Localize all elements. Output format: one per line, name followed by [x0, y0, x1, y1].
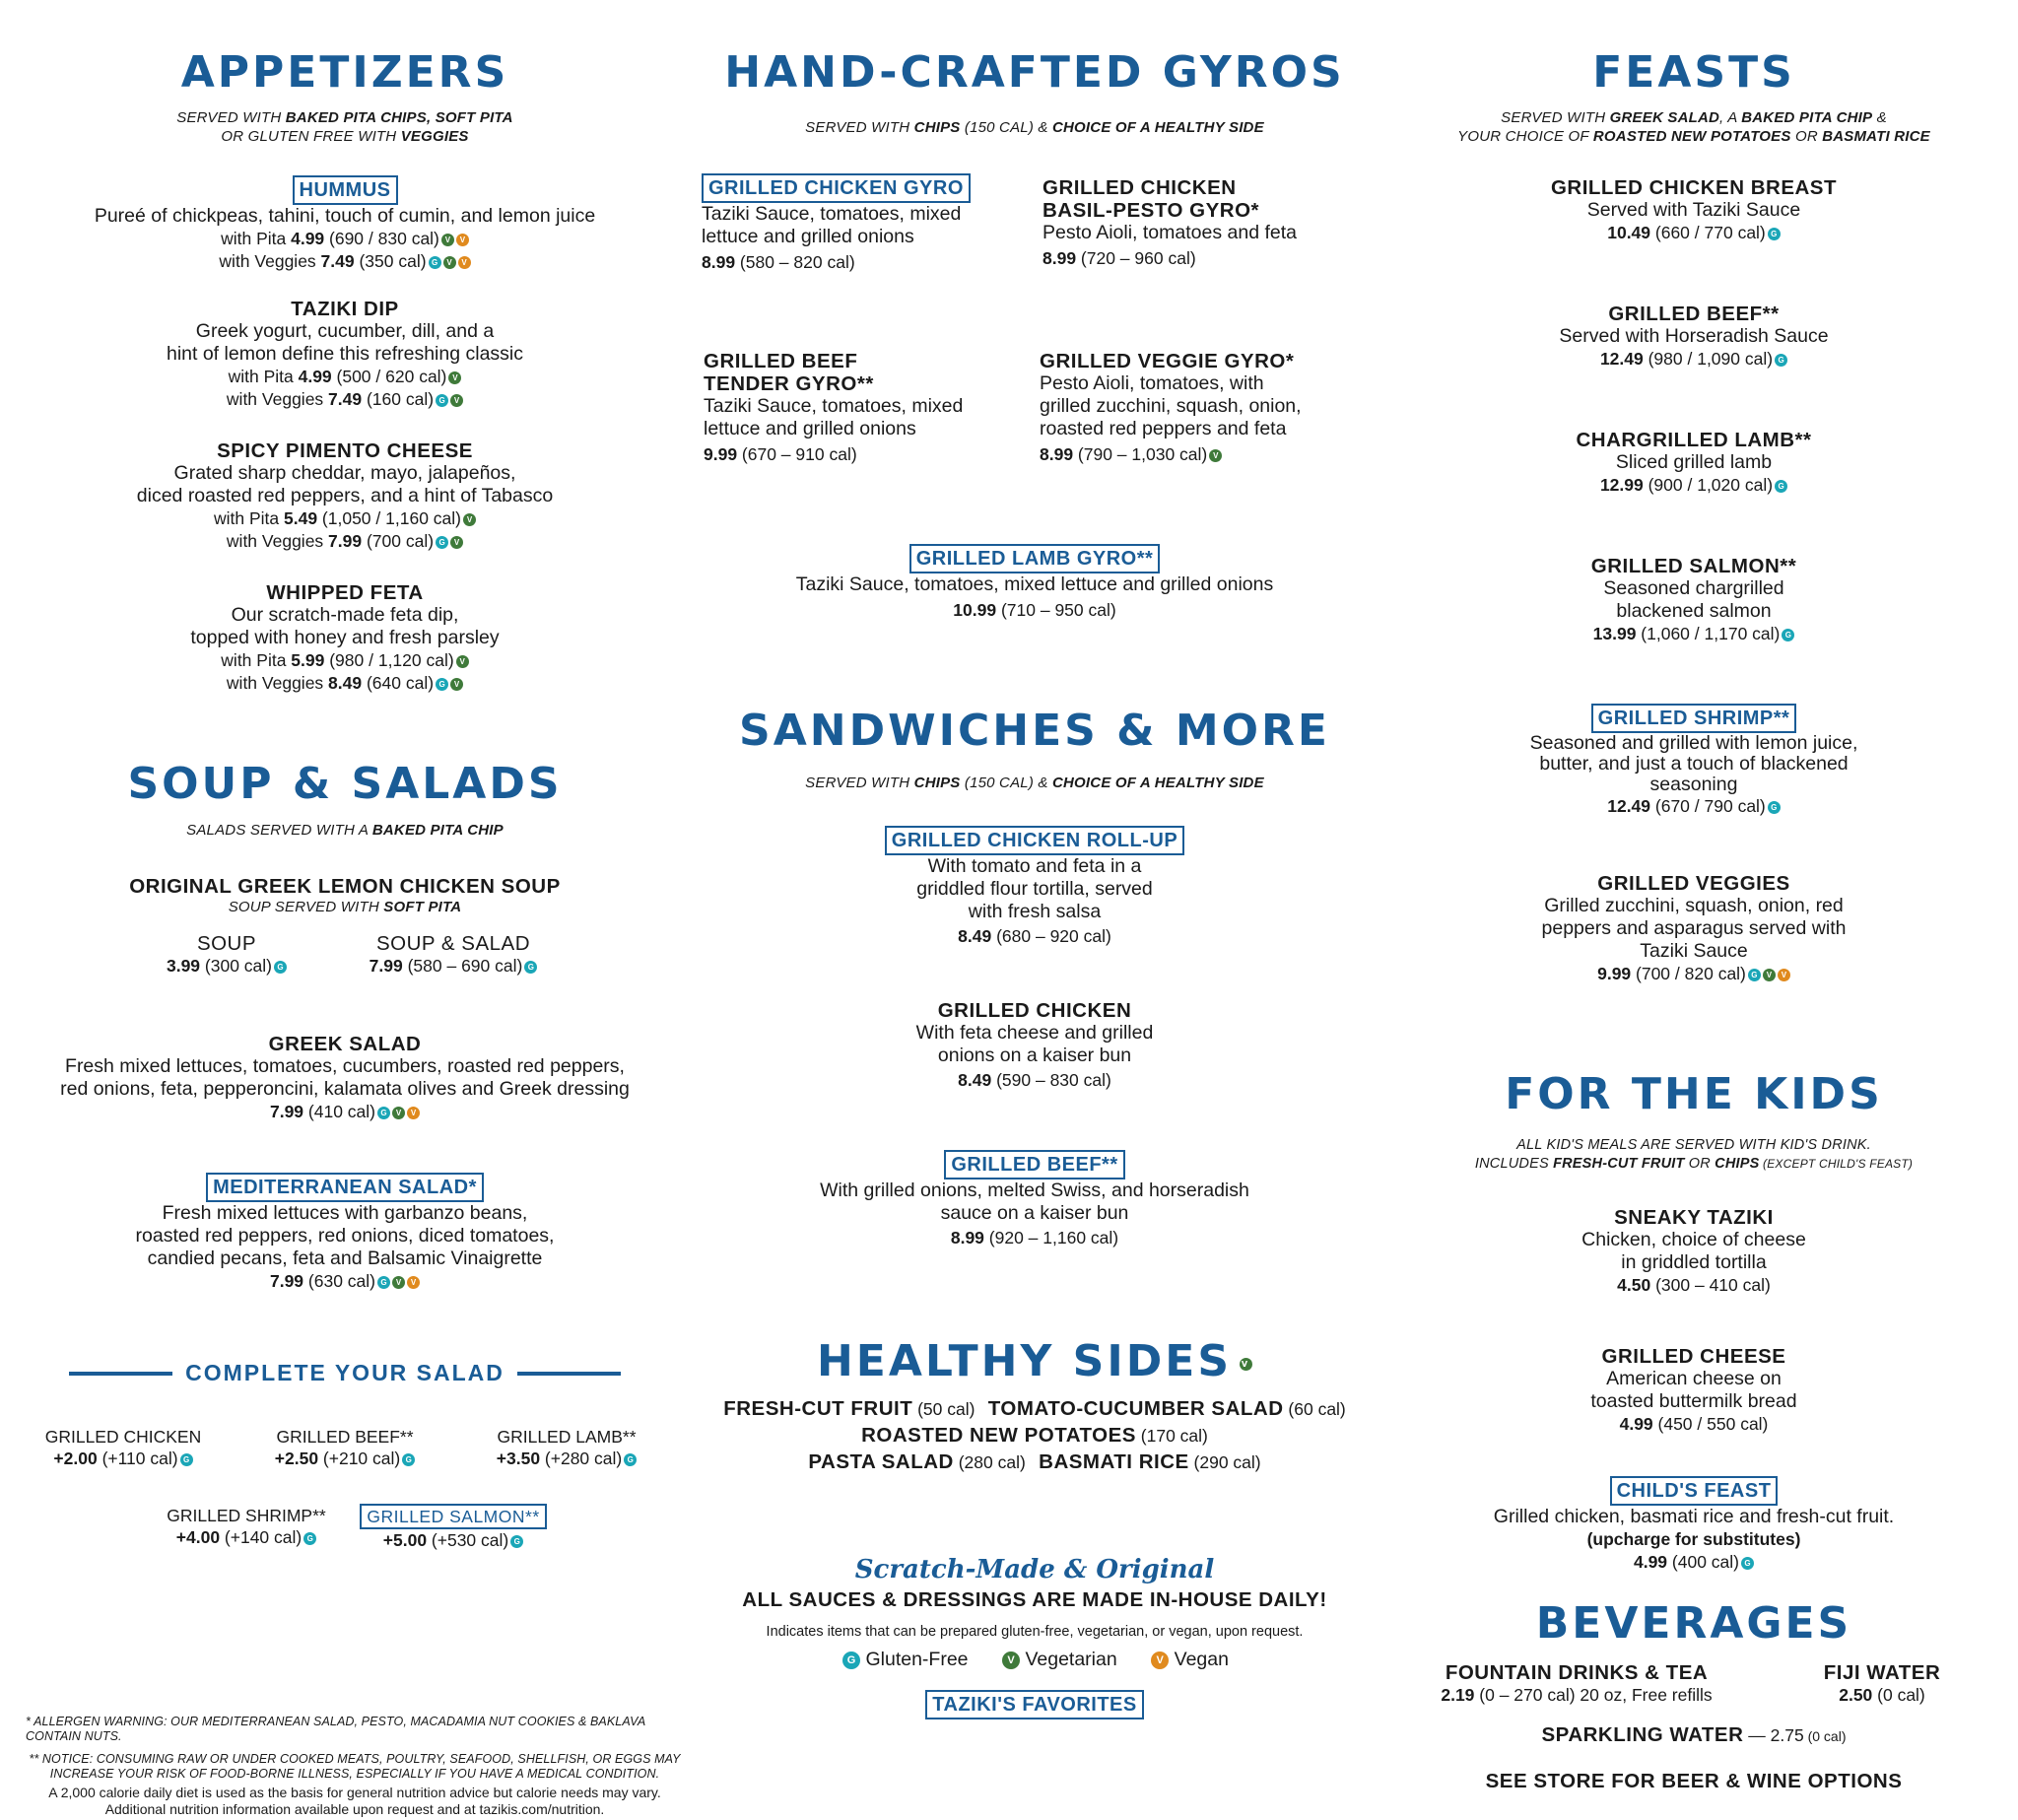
vegetarian-icon: V: [443, 256, 456, 269]
vegetarian-icon: V: [392, 1107, 405, 1119]
gluten-free-icon: G: [436, 678, 448, 691]
addon-grilled-salmon: GRILLED SALMON** +5.00 (+530 cal) G: [355, 1504, 552, 1552]
vegan-icon: V: [1151, 1651, 1169, 1669]
soup-salads-subheading: SALADS SERVED WITH A BAKED PITA CHIP: [186, 822, 504, 839]
menu-item-grilled-chicken-gyro: GRILLED CHICKEN GYRO Taziki Sauce, tomatoes, mixed lettuce and grilled onions 8.99 (580 – 820 cal): [702, 173, 1017, 274]
vegetarian-icon: V: [1002, 1651, 1020, 1669]
feasts-heading: FEASTS: [1592, 47, 1795, 98]
gluten-free-icon: G: [377, 1107, 390, 1119]
healthy-sides-list: FRESH-CUT FRUIT (50 cal) TOMATO-CUCUMBER SALAD (60 cal) ROASTED NEW POTATOES (170 cal) PASTA SALAD (280 cal) BASMATI RICE (290 cal): [723, 1397, 1346, 1473]
beverage-sparkling: SPARKLING WATER — 2.75 (0 cal): [1541, 1723, 1847, 1746]
gluten-free-icon: G: [510, 1535, 523, 1548]
gluten-free-icon: G: [1748, 969, 1761, 981]
favorites-legend: TAZIKI'S FAVORITES: [690, 1690, 1379, 1719]
left-column: [0, 0, 690, 1820]
gluten-free-icon: G: [1768, 801, 1781, 814]
appetizers-heading: APPETIZERS: [180, 47, 509, 98]
vegan-icon: V: [1778, 969, 1790, 981]
menu-item-chicken-roll-up: GRILLED CHICKEN ROLL-UP With tomato and feta in a griddled flour tortilla, served with fresh salsa 8.49 (680 – 920 cal): [690, 826, 1379, 948]
menu-item-hummus: HUMMUS Pureé of chickpeas, tahini, touch of cumin, and lemon juice with Pita 4.99 (690 / 830 cal) V V with Veggies 7.49 (350 cal) G V V: [0, 175, 690, 273]
item-name: HUMMUS: [293, 175, 398, 205]
menu-item-grilled-cheese: GRILLED CHEESE American cheese on toasted buttermilk bread 4.99 (450 / 550 cal): [1590, 1345, 1797, 1434]
vegan-icon: V: [458, 256, 471, 269]
menu-item-taziki-dip: TAZIKI DIP Greek yogurt, cucumber, dill, and a hint of lemon define this refreshing classic with Pita 4.99 (500 / 620 cal) V with Veggies 7.49 (160 cal) G V: [166, 298, 524, 409]
vegetarian-icon: V: [441, 234, 454, 246]
soup-salads-heading: SOUP & SALADS: [127, 759, 563, 809]
gluten-free-icon: G: [274, 961, 287, 974]
vegan-icon: V: [407, 1107, 420, 1119]
menu-item-grilled-beef-feast: GRILLED BEEF** Served with Horseradish Sauce 12.49 (980 / 1,090 cal) G: [1559, 303, 1829, 369]
gluten-free-icon: G: [303, 1532, 316, 1545]
gluten-free-icon: G: [429, 256, 441, 269]
beverages-heading: BEVERAGES: [1535, 1598, 1852, 1649]
sandwiches-subheading: SERVED WITH CHIPS (150 CAL) & CHOICE OF A HEALTHY SIDE: [805, 775, 1264, 791]
right-column: [1370, 0, 2018, 1820]
appetizers-subheading: SERVED WITH BAKED PITA CHIPS, SOFT PITA OR GLUTEN FREE WITH VEGGIES: [176, 109, 513, 145]
menu-item-grilled-veggies: GRILLED VEGGIES Grilled zucchini, squash, onion, red peppers and asparagus served with Taziki Sauce 9.99 (700 / 820 cal) G V V: [1541, 872, 1847, 983]
beer-wine-note: SEE STORE FOR BEER & WINE OPTIONS: [1485, 1770, 1903, 1792]
menu-item-whipped-feta: WHIPPED FETA Our scratch-made feta dip, topped with honey and fresh parsley with Pita 5.99 (980 / 1,120 cal) V with Veggies 8.49 (640 cal) G V: [190, 581, 500, 693]
feasts-subheading: SERVED WITH GREEK SALAD, A BAKED PITA CHIP & YOUR CHOICE OF ROASTED NEW POTATOES OR BASMATI RICE: [1457, 109, 1930, 145]
gluten-free-icon: G: [402, 1453, 415, 1466]
gluten-free-icon: G: [524, 961, 537, 974]
menu-item-grilled-chicken-sandwich: GRILLED CHICKEN With feta cheese and grilled onions on a kaiser bun 8.49 (590 – 830 cal): [915, 999, 1154, 1090]
menu-item-sneaky-taziki: SNEAKY TAZIKI Chicken, choice of cheese in griddled tortilla 4.50 (300 – 410 cal): [1581, 1206, 1806, 1295]
vegetarian-icon: V: [392, 1276, 405, 1289]
gluten-free-icon: G: [1775, 480, 1787, 493]
menu-item-beef-tender-gyro: GRILLED BEEF TENDER GYRO** Taziki Sauce, tomatoes, mixed lettuce and grilled onions 9.99 (670 – 910 cal): [704, 350, 964, 464]
scratch-made-tagline: Scratch-Made & Original: [854, 1555, 1215, 1584]
menu-item-chargrilled-lamb: CHARGRILLED LAMB** Sliced grilled lamb 12.99 (900 / 1,020 cal) G: [1576, 429, 1812, 495]
vegetarian-icon: V: [1241, 1359, 1251, 1369]
menu-item-grilled-beef-sandwich: GRILLED BEEF** With grilled onions, melted Swiss, and horseradish sauce on a kaiser bun 8.99 (920 – 1,160 cal): [690, 1150, 1379, 1249]
gluten-free-icon: G: [1782, 629, 1794, 641]
vegetarian-icon: V: [1209, 449, 1222, 462]
footnotes: * ALLERGEN WARNING: OUR MEDITERRANEAN SALAD, PESTO, MACADAMIA NUT COOKIES & BAKLAVA CONTAIN NUTS. ** NOTICE: CONSUMING RAW OR UNDER COOKED MEATS, POULTRY, SEAFOOD, SHELLFISH, OR EGGS MAY INCREASE YOUR RISK OF FOOD-BORNE ILLNESS, ESPECIALLY IF YOU HAVE A MEDICAL CONDITION. A 2,000 calorie daily diet is used as the basis for general nutrition advice but calorie needs may vary. Additional nutrition information available upon request and at tazikis.com/nutrition.: [26, 1715, 681, 1817]
gluten-free-icon: G: [842, 1651, 860, 1669]
menu-item-basil-pesto-gyro: GRILLED CHICKEN BASIL-PESTO GYRO* Pesto Aioli, tomatoes and feta 8.99 (720 – 960 cal): [1043, 176, 1297, 268]
vegetarian-icon: V: [456, 655, 469, 668]
middle-column: [690, 0, 1379, 1820]
vegetarian-icon: V: [463, 513, 476, 526]
sauces-made-in-house: ALL SAUCES & DRESSINGS ARE MADE IN-HOUSE DAILY!: [742, 1588, 1327, 1611]
gluten-free-icon: G: [180, 1453, 193, 1466]
gyros-heading: HAND-CRAFTED GYROS: [724, 47, 1345, 98]
menu-item-spicy-pimento-cheese: SPICY PIMENTO CHEESE Grated sharp cheddar, mayo, jalapeños, diced roasted red peppers, and a hint of Tabasco with Pita 5.49 (1,050 / 1,160 cal) V with Veggies 7.99 (700 cal) G V: [136, 439, 554, 551]
addon-grilled-lamb: GRILLED LAMB** +3.50 (+280 cal) G: [496, 1427, 637, 1468]
menu-item-grilled-chicken-breast: GRILLED CHICKEN BREAST Served with Taziki Sauce 10.49 (660 / 770 cal) G: [1550, 176, 1838, 242]
vegetarian-icon: V: [448, 371, 461, 384]
vegetarian-icon: V: [1763, 969, 1776, 981]
menu-item-grilled-shrimp: GRILLED SHRIMP** Seasoned and grilled with lemon juice, butter, and just a touch of blackened seasoning 12.49 (670 / 790 cal) G: [1370, 704, 2018, 818]
menu-item-mediterranean-salad: MEDITERRANEAN SALAD* Fresh mixed lettuces with garbanzo beans, roasted red peppers, red onions, diced tomatoes, candied pecans, feta and Balsamic Vinaigrette 7.99 (630 cal) G V V: [0, 1173, 690, 1293]
vegetarian-icon: V: [450, 394, 463, 407]
dietary-legend: G Gluten-Free V Vegetarian V Vegan: [690, 1649, 1379, 1671]
dietary-legend-note: Indicates items that can be prepared gluten-free, vegetarian, or vegan, upon request.: [766, 1624, 1304, 1640]
sandwiches-heading: SANDWICHES & MORE: [739, 706, 1330, 756]
addon-grilled-chicken: GRILLED CHICKEN +2.00 (+110 cal) G: [44, 1427, 202, 1468]
vegan-icon: V: [407, 1276, 420, 1289]
menu-item-lemon-chicken-soup: ORIGINAL GREEK LEMON CHICKEN SOUP SOUP SERVED WITH SOFT PITA: [129, 875, 561, 915]
complete-your-salad-heading: COMPLETE YOUR SALAD: [185, 1360, 504, 1385]
vegetarian-icon: V: [450, 536, 463, 549]
vegetarian-icon: V: [450, 678, 463, 691]
beverage-fountain: FOUNTAIN DRINKS & TEA 2.19 (0 – 270 cal) 20 oz, Free refills: [1441, 1661, 1713, 1705]
addon-grilled-beef: GRILLED BEEF** +2.50 (+210 cal) G: [274, 1427, 414, 1468]
soup-salad-option: SOUP & SALAD 7.99 (580 – 690 cal) G: [340, 932, 567, 977]
menu-item-grilled-lamb-gyro: GRILLED LAMB GYRO** Taziki Sauce, tomatoes, mixed lettuce and grilled onions 10.99 (710 – 950 cal): [690, 544, 1379, 622]
gluten-free-icon: G: [436, 536, 448, 549]
addon-grilled-shrimp: GRILLED SHRIMP** +4.00 (+140 cal) G: [167, 1506, 326, 1547]
menu-item-childs-feast: CHILD'S FEAST Grilled chicken, basmati rice and fresh-cut fruit. (upcharge for substitutes) 4.99 (400 cal) G: [1370, 1476, 2018, 1574]
item-name: MEDITERRANEAN SALAD*: [206, 1173, 484, 1202]
kids-subheading: ALL KID'S MEALS ARE SERVED WITH KID'S DRINK. INCLUDES FRESH-CUT FRUIT OR CHIPS (EXCEPT CHILD'S FEAST): [1474, 1137, 1914, 1172]
menu-item-veggie-gyro: GRILLED VEGGIE GYRO* Pesto Aioli, tomatoes, with grilled zucchini, squash, onion, roasted red peppers and feta 8.99 (790 – 1,030 cal) V: [1040, 350, 1302, 464]
gluten-free-icon: G: [377, 1276, 390, 1289]
beverage-fiji: FIJI WATER 2.50 (0 cal): [1823, 1661, 1941, 1705]
vegan-icon: V: [456, 234, 469, 246]
kids-heading: FOR THE KIDS: [1505, 1069, 1883, 1119]
gluten-free-icon: G: [624, 1453, 637, 1466]
gluten-free-icon: G: [1741, 1557, 1754, 1570]
menu-item-greek-salad: GREEK SALAD Fresh mixed lettuces, tomatoes, cucumbers, roasted red peppers, red onions, feta, pepperoncini, kalamata olives and Greek dressing 7.99 (410 cal) G V V: [60, 1033, 630, 1121]
healthy-sides-heading: HEALTHY SIDES V: [816, 1336, 1251, 1386]
gluten-free-icon: G: [1768, 228, 1781, 240]
gluten-free-icon: G: [436, 394, 448, 407]
gyros-subheading: SERVED WITH CHIPS (150 CAL) & CHOICE OF A HEALTHY SIDE: [805, 119, 1264, 136]
gluten-free-icon: G: [1775, 354, 1787, 367]
menu-item-grilled-salmon: GRILLED SALMON** Seasoned chargrilled blackened salmon 13.99 (1,060 / 1,170 cal) G: [1590, 555, 1797, 643]
soup-option: SOUP 3.99 (300 cal) G: [128, 932, 325, 977]
